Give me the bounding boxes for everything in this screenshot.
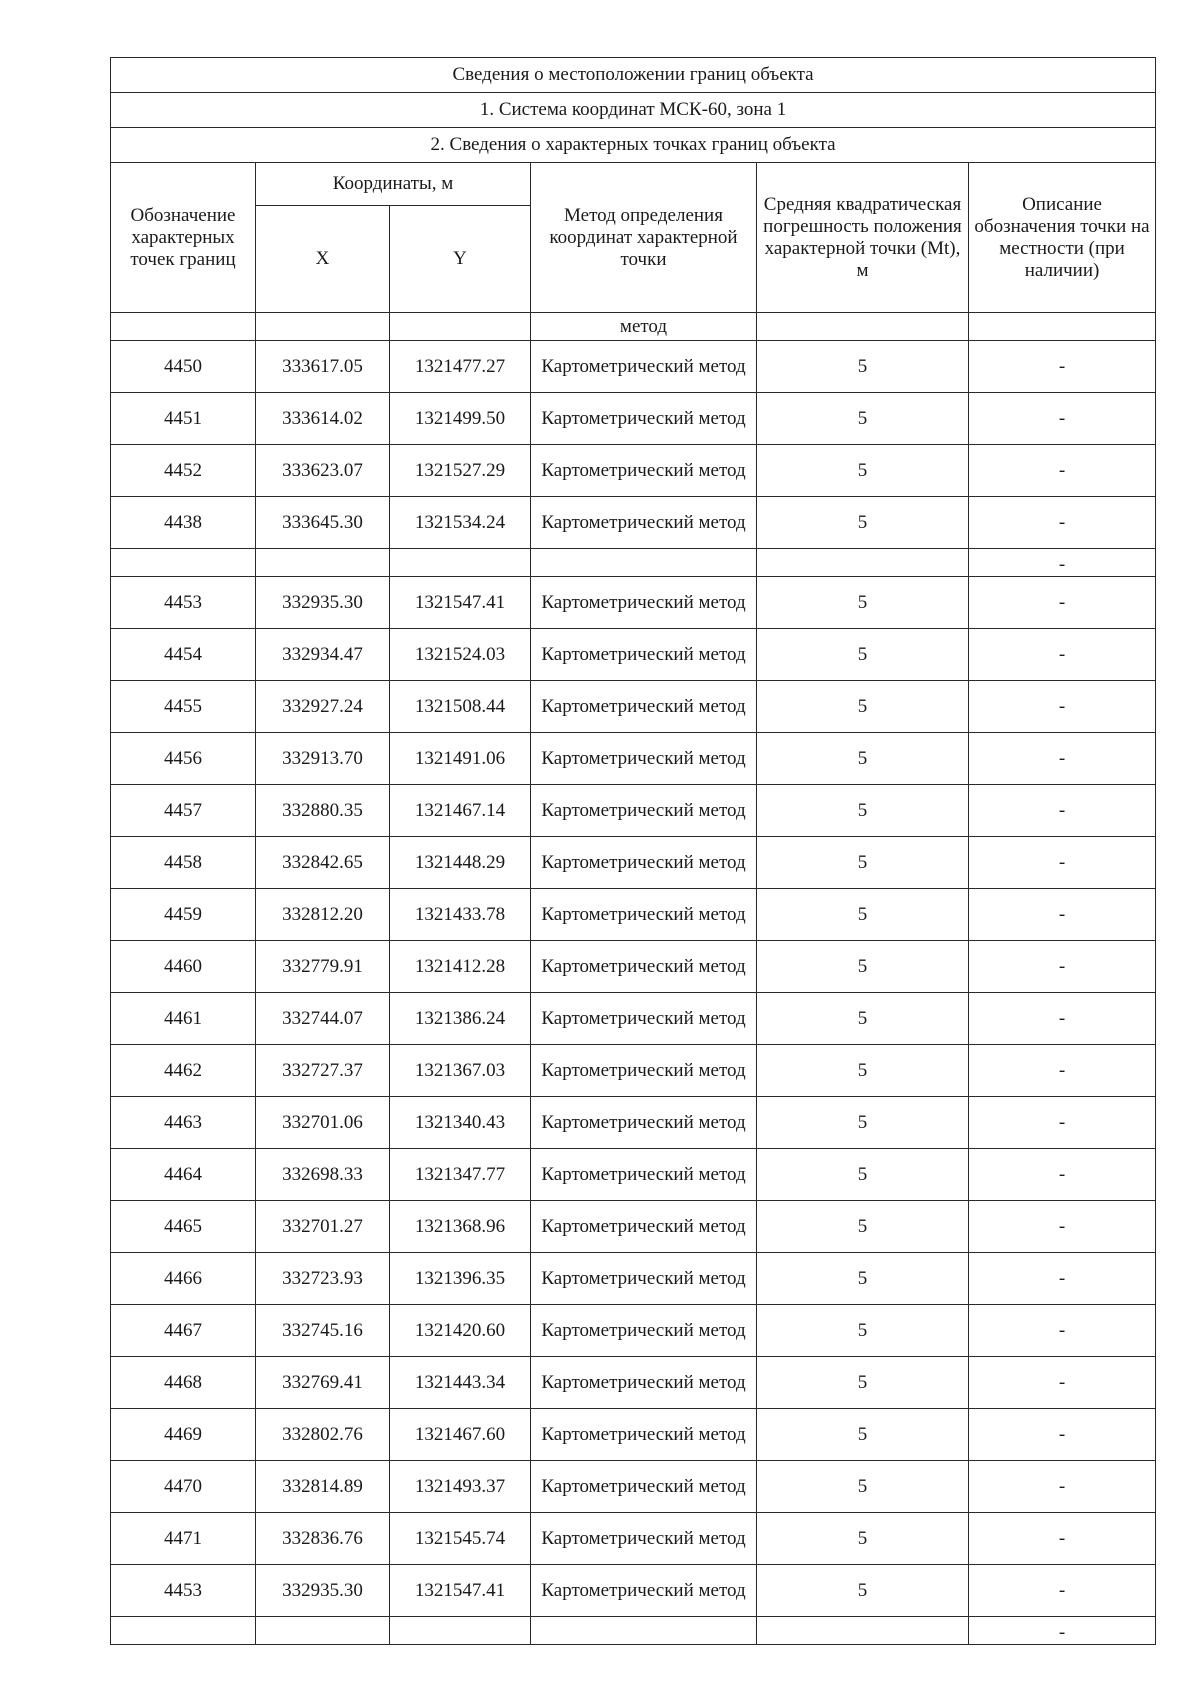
table-row-separator — [111, 549, 1156, 577]
point-cell: 4465 — [111, 1201, 256, 1253]
y-cell: 1321443.34 — [390, 1357, 531, 1409]
x-cell: 332935.30 — [256, 577, 390, 629]
coordinate-system-title: 1. Система координат МСК-60, зона 1 — [111, 93, 1156, 128]
x-cell: 332698.33 — [256, 1149, 390, 1201]
description-cell: - — [969, 341, 1156, 393]
description-cell: - — [969, 1305, 1156, 1357]
description-cell: - — [969, 889, 1156, 941]
description-cell: - — [969, 1253, 1156, 1305]
x-cell: 332701.27 — [256, 1201, 390, 1253]
y-cell: 1321499.50 — [390, 393, 531, 445]
table-row — [111, 1097, 1156, 1149]
method-cell: Картометрический метод — [531, 889, 757, 941]
error-cell: 5 — [757, 837, 969, 889]
table-row — [111, 733, 1156, 785]
point-cell: 4469 — [111, 1409, 256, 1461]
description-cell: - — [969, 445, 1156, 497]
y-cell: 1321412.28 — [390, 941, 531, 993]
method-cell: Картометрический метод — [531, 1045, 757, 1097]
boundary-coordinates-table — [110, 57, 1156, 1645]
table-row — [111, 445, 1156, 497]
point-cell: 4460 — [111, 941, 256, 993]
method-cell: Картометрический метод — [531, 1149, 757, 1201]
method-cell: Картометрический метод — [531, 785, 757, 837]
table-row-separator — [111, 1617, 1156, 1645]
header-designation: Обозначение характерных точек границ — [111, 163, 256, 313]
y-cell: 1321467.60 — [390, 1409, 531, 1461]
point-cell: 4463 — [111, 1097, 256, 1149]
error-cell: 5 — [757, 577, 969, 629]
point-cell: 4456 — [111, 733, 256, 785]
error-cell: 5 — [757, 941, 969, 993]
method-cell: Картометрический метод — [531, 1461, 757, 1513]
header-y: Y — [390, 206, 531, 313]
description-cell: - — [969, 393, 1156, 445]
error-cell: 5 — [757, 993, 969, 1045]
table-row — [111, 629, 1156, 681]
point-cell: 4459 — [111, 889, 256, 941]
x-cell: 332842.65 — [256, 837, 390, 889]
description-cell: - — [969, 733, 1156, 785]
header-coordinates: Координаты, м — [256, 163, 531, 206]
x-cell: 332779.91 — [256, 941, 390, 993]
error-cell: 5 — [757, 1357, 969, 1409]
x-cell: 332927.24 — [256, 681, 390, 733]
error-cell: 5 — [757, 1149, 969, 1201]
method-cell: Картометрический метод — [531, 629, 757, 681]
description-cell: - — [969, 1149, 1156, 1201]
error-cell: 5 — [757, 341, 969, 393]
error-cell: 5 — [757, 1461, 969, 1513]
y-cell: 1321547.41 — [390, 577, 531, 629]
x-cell: 332745.16 — [256, 1305, 390, 1357]
y-cell: 1321534.24 — [390, 497, 531, 549]
point-cell: 4451 — [111, 393, 256, 445]
error-cell: 5 — [757, 681, 969, 733]
x-cell: 332723.93 — [256, 1253, 390, 1305]
table-row — [111, 497, 1156, 549]
table-row — [111, 577, 1156, 629]
point-cell: 4462 — [111, 1045, 256, 1097]
table-row — [111, 1253, 1156, 1305]
description-cell: - — [969, 1097, 1156, 1149]
y-cell: 1321420.60 — [390, 1305, 531, 1357]
method-cell: Картометрический метод — [531, 1305, 757, 1357]
error-cell: 5 — [757, 497, 969, 549]
method-cell: Картометрический метод — [531, 681, 757, 733]
y-cell: 1321467.14 — [390, 785, 531, 837]
table-row — [111, 837, 1156, 889]
y-cell: 1321347.77 — [390, 1149, 531, 1201]
x-cell: 332880.35 — [256, 785, 390, 837]
header-error: Средняя квадратическая погрешность положения характерной точки (Mt), м — [757, 163, 969, 313]
point-cell: 4458 — [111, 837, 256, 889]
table-row — [111, 393, 1156, 445]
description-cell: - — [969, 629, 1156, 681]
x-cell: 332727.37 — [256, 1045, 390, 1097]
table-row — [111, 1045, 1156, 1097]
y-cell: 1321367.03 — [390, 1045, 531, 1097]
point-cell: 4438 — [111, 497, 256, 549]
point-cell: 4452 — [111, 445, 256, 497]
method-cell: Картометрический метод — [531, 1409, 757, 1461]
x-cell: 333645.30 — [256, 497, 390, 549]
y-cell: 1321527.29 — [390, 445, 531, 497]
description-cell: - — [969, 785, 1156, 837]
description-cell: - — [969, 577, 1156, 629]
point-cell: 4450 — [111, 341, 256, 393]
x-cell: 332935.30 — [256, 1565, 390, 1617]
table-row — [111, 341, 1156, 393]
description-cell: - — [969, 837, 1156, 889]
x-cell: 333623.07 — [256, 445, 390, 497]
method-cell: Картометрический метод — [531, 445, 757, 497]
description-cell: - — [969, 993, 1156, 1045]
error-cell: 5 — [757, 1045, 969, 1097]
x-cell: 332934.47 — [256, 629, 390, 681]
method-cell: Картометрический метод — [531, 1513, 757, 1565]
method-cell: Картометрический метод — [531, 733, 757, 785]
error-cell: 5 — [757, 1201, 969, 1253]
error-cell: 5 — [757, 1513, 969, 1565]
description-cell: - — [969, 1617, 1156, 1645]
method-cell: Картометрический метод — [531, 497, 757, 549]
method-cell: Картометрический метод — [531, 941, 757, 993]
table-row — [111, 993, 1156, 1045]
table-row — [111, 1149, 1156, 1201]
error-cell: 5 — [757, 733, 969, 785]
header-method: Метод определения координат характерной точки — [531, 163, 757, 313]
table-row — [111, 1305, 1156, 1357]
y-cell: 1321386.24 — [390, 993, 531, 1045]
point-cell: 4457 — [111, 785, 256, 837]
table-row — [111, 1357, 1156, 1409]
point-cell: 4461 — [111, 993, 256, 1045]
description-cell: - — [969, 497, 1156, 549]
description-cell: - — [969, 1513, 1156, 1565]
point-cell: 4471 — [111, 1513, 256, 1565]
table-row — [111, 1409, 1156, 1461]
x-cell: 332814.89 — [256, 1461, 390, 1513]
point-cell: 4468 — [111, 1357, 256, 1409]
table-row — [111, 1461, 1156, 1513]
method-cell: Картометрический метод — [531, 1097, 757, 1149]
table-row — [111, 1201, 1156, 1253]
table-row — [111, 1513, 1156, 1565]
method-cell: Картометрический метод — [531, 393, 757, 445]
y-cell: 1321547.41 — [390, 1565, 531, 1617]
table-row — [111, 889, 1156, 941]
error-cell: 5 — [757, 445, 969, 497]
y-cell: 1321396.35 — [390, 1253, 531, 1305]
description-cell: - — [969, 941, 1156, 993]
point-cell: 4466 — [111, 1253, 256, 1305]
method-cell: Картометрический метод — [531, 993, 757, 1045]
x-cell: 332836.76 — [256, 1513, 390, 1565]
table-row — [111, 1565, 1156, 1617]
description-cell: - — [969, 681, 1156, 733]
point-cell: 4455 — [111, 681, 256, 733]
y-cell: 1321508.44 — [390, 681, 531, 733]
table-row — [111, 941, 1156, 993]
method-cell: Картометрический метод — [531, 341, 757, 393]
error-cell: 5 — [757, 889, 969, 941]
method-cell: Картометрический метод — [531, 837, 757, 889]
point-cell: 4453 — [111, 1565, 256, 1617]
method-continuation: метод — [531, 313, 757, 341]
y-cell: 1321340.43 — [390, 1097, 531, 1149]
table-title: Сведения о местоположении границ объекта — [111, 58, 1156, 93]
y-cell: 1321493.37 — [390, 1461, 531, 1513]
x-cell: 332913.70 — [256, 733, 390, 785]
point-cell: 4470 — [111, 1461, 256, 1513]
description-cell: - — [969, 1565, 1156, 1617]
error-cell: 5 — [757, 393, 969, 445]
error-cell: 5 — [757, 1253, 969, 1305]
description-cell: - — [969, 1461, 1156, 1513]
x-cell: 333617.05 — [256, 341, 390, 393]
y-cell: 1321368.96 — [390, 1201, 531, 1253]
error-cell: 5 — [757, 785, 969, 837]
x-cell: 332812.20 — [256, 889, 390, 941]
description-cell: - — [969, 1045, 1156, 1097]
point-cell: 4453 — [111, 577, 256, 629]
x-cell: 332701.06 — [256, 1097, 390, 1149]
description-cell: - — [969, 1357, 1156, 1409]
description-cell: - — [969, 1409, 1156, 1461]
y-cell: 1321491.06 — [390, 733, 531, 785]
point-cell: 4464 — [111, 1149, 256, 1201]
y-cell: 1321477.27 — [390, 341, 531, 393]
method-cell: Картометрический метод — [531, 1201, 757, 1253]
error-cell: 5 — [757, 1565, 969, 1617]
table-row — [111, 681, 1156, 733]
y-cell: 1321448.29 — [390, 837, 531, 889]
method-cell: Картометрический метод — [531, 1565, 757, 1617]
error-cell: 5 — [757, 1097, 969, 1149]
x-cell: 332744.07 — [256, 993, 390, 1045]
method-cell: Картометрический метод — [531, 1253, 757, 1305]
description-cell: - — [969, 1201, 1156, 1253]
table-row-continuation — [111, 313, 1156, 341]
error-cell: 5 — [757, 629, 969, 681]
error-cell: 5 — [757, 1305, 969, 1357]
x-cell: 333614.02 — [256, 393, 390, 445]
description-cell: - — [969, 549, 1156, 577]
method-cell: Картометрический метод — [531, 1357, 757, 1409]
y-cell: 1321524.03 — [390, 629, 531, 681]
method-cell: Картометрический метод — [531, 577, 757, 629]
point-cell: 4467 — [111, 1305, 256, 1357]
y-cell: 1321433.78 — [390, 889, 531, 941]
y-cell: 1321545.74 — [390, 1513, 531, 1565]
points-section-title: 2. Сведения о характерных точках границ объекта — [111, 128, 1156, 163]
header-x: X — [256, 206, 390, 313]
error-cell: 5 — [757, 1409, 969, 1461]
x-cell: 332802.76 — [256, 1409, 390, 1461]
point-cell: 4454 — [111, 629, 256, 681]
header-description: Описание обозначения точки на местности (при наличии) — [969, 163, 1156, 313]
table-row — [111, 785, 1156, 837]
x-cell: 332769.41 — [256, 1357, 390, 1409]
